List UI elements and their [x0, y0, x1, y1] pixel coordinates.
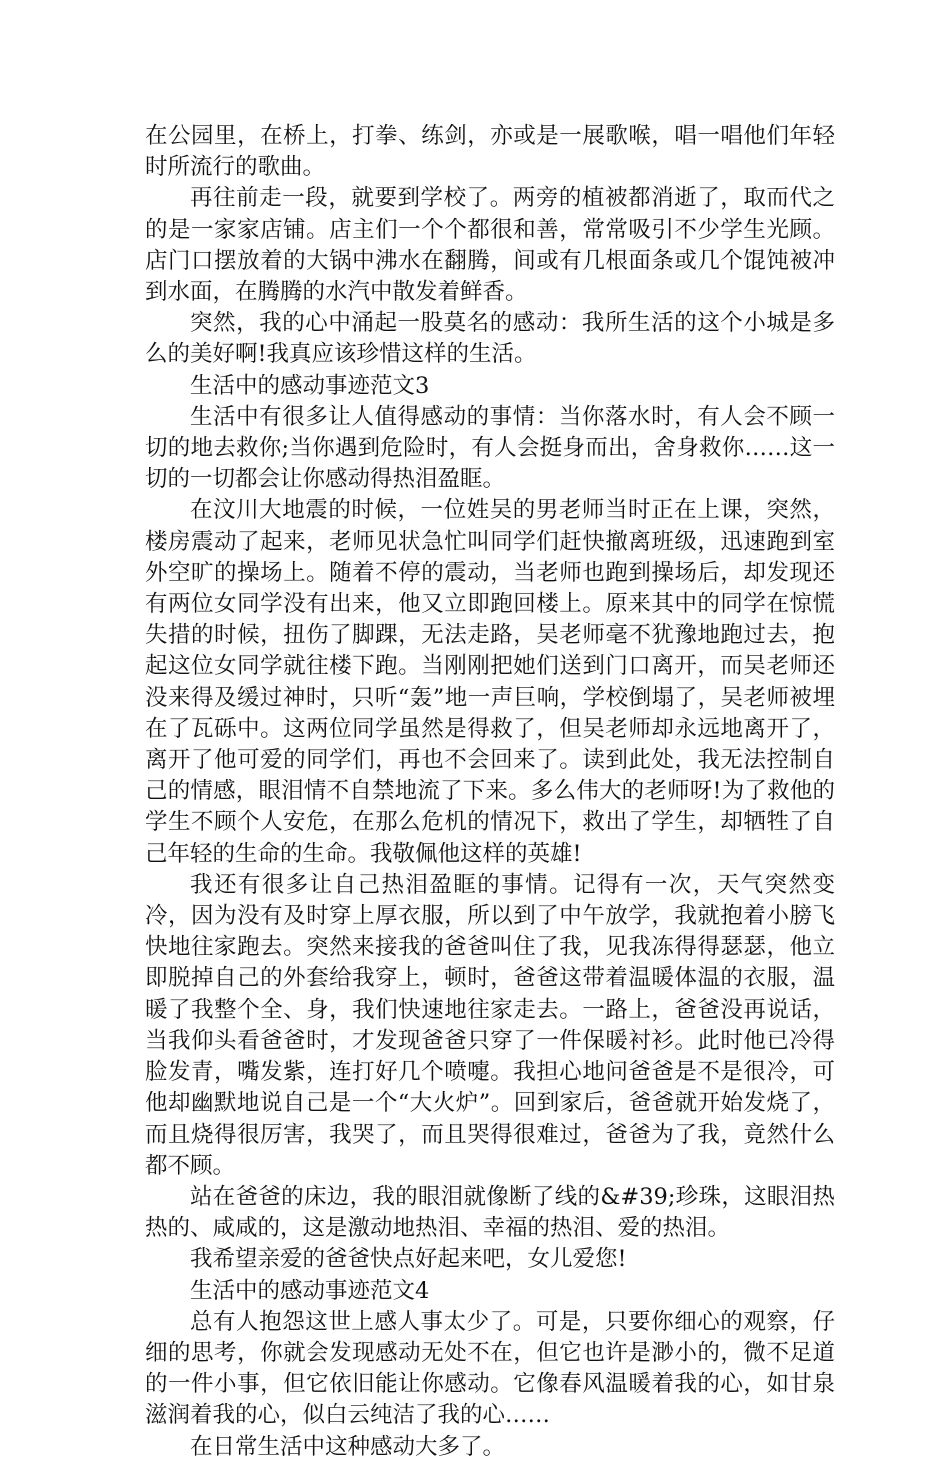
paragraph-8: 我希望亲爱的爸爸快点好起来吧，女儿爱您! — [190, 1246, 627, 1273]
paragraph-6: 我还有很多让自己热泪盈眶的事情。记得有一次，天气突然变冷，因为没有及时穿上厚衣服，所以到了中午放学，我就抱着小膀飞快地往家跑去。突然来接我的爸爸叫住了我，见我冻得得瑟瑟，他立即脱掉自己的外套给我穿上，顿时，爸爸这带着温暖体温的衣服，温暖了我整个全、身，我们快速地往家走去。一路上，爸爸没再说话，当我仰头看爸爸时，才发现爸爸只穿了一件保暖衬衫。此时他已冷得脸发青，嘴发紫，连打好几个喷嚏。我担心地问爸爸是不是很冷，可他却幽默地说自己是一个“大火炉”。回到家后，爸爸就开始发烧了，而且烧得很厉害，我哭了，而且哭得很难过，爸爸为了我，竟然什么都不顾。 — [145, 871, 835, 1179]
section-heading-4: 生活中的感动事迹范文4 — [190, 1277, 430, 1304]
document-page — [145, 121, 835, 1463]
paragraph-4: 生活中有很多让人值得感动的事情：当你落水时，有人会不顾一切的地去救你;当你遇到危险时，有人会挺身而出，舍身救你……这一切的一切都会让你感动得热泪盈眶。 — [145, 403, 835, 493]
paragraph-1: 在公园里，在桥上，打拳、练剑，亦或是一展歌喉，唱一唱他们年轻时所流行的歌曲。 — [145, 123, 835, 181]
paragraph-3: 突然，我的心中涌起一股莫名的感动：我所生活的这个小城是多么的美好啊!我真应该珍惜这样的生活。 — [145, 310, 835, 368]
paragraph-7: 站在爸爸的床边，我的眼泪就像断了线的&#39;珍珠，这眼泪热热的、咸咸的，这是激动地热泪、幸福的热泪、爱的热泪。 — [145, 1183, 835, 1242]
paragraph-5: 在汶川大地震的时候，一位姓吴的男老师当时正在上课，突然，楼房震动了起来，老师见状急忙叫同学们赶快撤离班级，迅速跑到室外空旷的操场上。随着不停的震动，当老师也跑到操场后，却发现还有两位女同学没有出来，他又立即跑回楼上。原来其中的同学在惊慌失措的时候，扭伤了脚踝，无法走路，吴老师毫不犹豫地跑过去，抱起这位女同学就往楼下跑。当刚刚把她们送到门口离开，而吴老师还没来得及缓过神时，只听“轰”地一声巨响，学校倒塌了，吴老师被埋在了瓦砾中。这两位同学虽然是得救了，但吴老师却永远地离开了，离开了他可爱的同学们，再也不会回来了。读到此处，我无法控制自己的情感，眼泪情不自禁地流了下来。多么伟大的老师呀!为了救他的学生不顾个人安危，在那么危机的情况下，救出了学生，却牺牲了自己年轻的生命的生命。我敬佩他这样的英雄! — [145, 497, 835, 867]
paragraph-2: 再往前走一段，就要到学校了。两旁的植被都消逝了，取而代之的是一家家店铺。店主们一个个都很和善，常常吸引不少学生光顾。店门口摆放着的大锅中沸水在翻腾，间或有几根面条或几个馄饨被冲到水面，在腾腾的水汽中散发着鲜香。 — [145, 185, 835, 306]
paragraph-10: 在日常生活中这种感动大多了。 — [190, 1433, 506, 1460]
section-heading-3: 生活中的感动事迹范文3 — [190, 372, 430, 399]
paragraph-9: 总有人抱怨这世上感人事太少了。可是，只要你细心的观察，仔细的思考，你就会发现感动无处不在，但它也许是渺小的，微不足道的一件小事，但它依旧能让你感动。它像春风温暖着我的心，如甘泉滋润着我的心，似白云纯洁了我的心…… — [145, 1308, 835, 1429]
